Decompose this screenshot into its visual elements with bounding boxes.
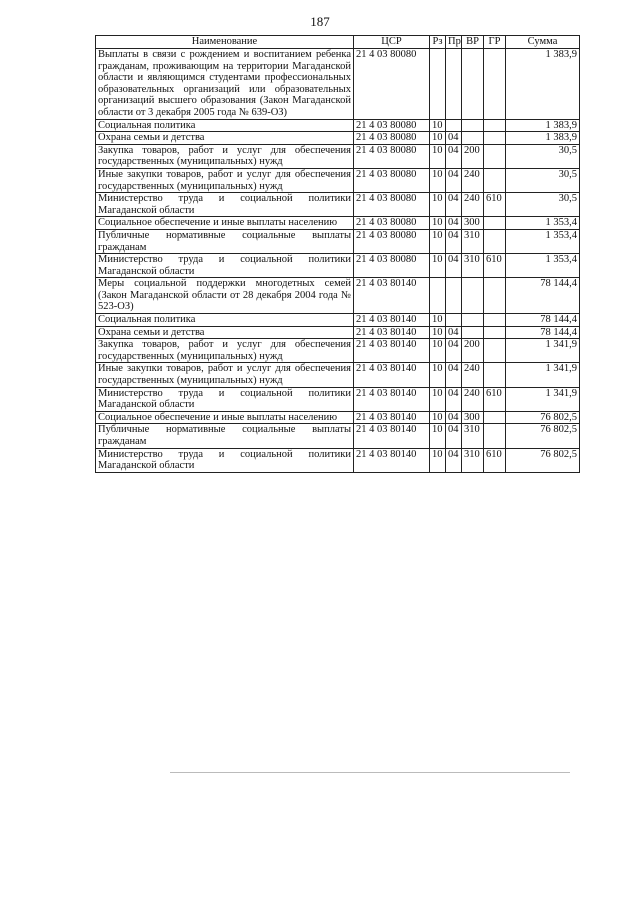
cell-rz: 10 [430,193,446,217]
cell-name: Закупка товаров, работ и услуг для обеспечения государственных (муниципальных) нужд [96,144,354,168]
cell-pr: 04 [446,144,462,168]
header-rz: Рз [430,36,446,49]
cell-gr: 610 [484,193,506,217]
cell-gr [484,326,506,339]
cell-vr [462,119,484,132]
cell-vr: 200 [462,339,484,363]
table-row [96,229,580,253]
cell-csr: 21 4 03 80140 [354,363,430,387]
cell-name: Закупка товаров, работ и услуг для обеспечения государственных (муниципальных) нужд [96,339,354,363]
cell-vr: 240 [462,193,484,217]
table-row [96,339,580,363]
cell-sum: 1 341,9 [506,363,580,387]
cell-rz: 10 [430,132,446,145]
cell-pr: 04 [446,132,462,145]
cell-sum: 30,5 [506,168,580,192]
cell-pr [446,119,462,132]
cell-gr: 610 [484,448,506,472]
scan-mark [170,772,570,773]
cell-rz: 10 [430,119,446,132]
cell-sum: 78 144,4 [506,314,580,327]
table-row [96,278,580,314]
cell-name: Охрана семьи и детства [96,132,354,145]
cell-sum: 30,5 [506,193,580,217]
table-row [96,132,580,145]
cell-rz: 10 [430,387,446,411]
cell-sum: 1 383,9 [506,132,580,145]
cell-csr: 21 4 03 80140 [354,424,430,448]
cell-name: Меры социальной поддержки многодетных семей (Закон Магаданской области от 28 декабря 2004 года № 523-ОЗ) [96,278,354,314]
cell-sum: 1 341,9 [506,387,580,411]
cell-rz: 10 [430,217,446,230]
cell-gr: 610 [484,387,506,411]
cell-pr [446,314,462,327]
cell-rz: 10 [430,314,446,327]
cell-gr [484,132,506,145]
cell-name: Социальное обеспечение и иные выплаты населению [96,217,354,230]
cell-csr: 21 4 03 80080 [354,49,430,120]
header-gr: ГР [484,36,506,49]
cell-gr [484,144,506,168]
cell-rz [430,49,446,120]
cell-pr: 04 [446,411,462,424]
cell-csr: 21 4 03 80080 [354,119,430,132]
cell-sum: 76 802,5 [506,448,580,472]
table-row [96,217,580,230]
cell-csr: 21 4 03 80140 [354,326,430,339]
cell-vr: 310 [462,424,484,448]
cell-pr: 04 [446,363,462,387]
cell-csr: 21 4 03 80080 [354,132,430,145]
cell-sum: 76 802,5 [506,411,580,424]
cell-name: Публичные нормативные социальные выплаты гражданам [96,424,354,448]
cell-csr: 21 4 03 80080 [354,144,430,168]
cell-gr [484,363,506,387]
cell-name: Иные закупки товаров, работ и услуг для обеспечения государственных (муниципальных) нужд [96,363,354,387]
cell-csr: 21 4 03 80080 [354,168,430,192]
table-row [96,168,580,192]
header-csr: ЦСР [354,36,430,49]
cell-name: Министерство труда и социальной политики Магаданской области [96,193,354,217]
cell-csr: 21 4 03 80080 [354,229,430,253]
cell-vr: 310 [462,448,484,472]
cell-rz: 10 [430,424,446,448]
budget-table [95,35,580,473]
table-row [96,363,580,387]
table-row [96,424,580,448]
cell-rz: 10 [430,339,446,363]
cell-name: Социальная политика [96,314,354,327]
cell-csr: 21 4 03 80140 [354,387,430,411]
table-row [96,119,580,132]
cell-csr: 21 4 03 80140 [354,314,430,327]
cell-sum: 1 341,9 [506,339,580,363]
cell-vr: 310 [462,254,484,278]
cell-vr [462,132,484,145]
cell-vr [462,314,484,327]
cell-gr [484,217,506,230]
cell-rz: 10 [430,411,446,424]
cell-gr [484,49,506,120]
cell-vr: 240 [462,168,484,192]
header-pr: Пр [446,36,462,49]
cell-name: Иные закупки товаров, работ и услуг для обеспечения государственных (муниципальных) нужд [96,168,354,192]
cell-pr: 04 [446,448,462,472]
header-name: Наименование [96,36,354,49]
cell-pr: 04 [446,387,462,411]
cell-vr [462,278,484,314]
cell-gr [484,229,506,253]
cell-rz [430,278,446,314]
cell-vr: 240 [462,387,484,411]
table-row [96,411,580,424]
cell-pr: 04 [446,424,462,448]
cell-pr: 04 [446,193,462,217]
cell-gr [484,424,506,448]
cell-sum: 78 144,4 [506,278,580,314]
header-vr: ВР [462,36,484,49]
cell-csr: 21 4 03 80140 [354,278,430,314]
cell-vr [462,326,484,339]
cell-pr: 04 [446,217,462,230]
table-header-row [96,36,580,49]
cell-csr: 21 4 03 80140 [354,448,430,472]
cell-name: Социальная политика [96,119,354,132]
cell-pr: 04 [446,339,462,363]
table-row [96,254,580,278]
cell-gr [484,168,506,192]
cell-sum: 76 802,5 [506,424,580,448]
cell-sum: 1 383,9 [506,119,580,132]
cell-csr: 21 4 03 80140 [354,339,430,363]
cell-name: Охрана семьи и детства [96,326,354,339]
cell-gr [484,314,506,327]
cell-csr: 21 4 03 80140 [354,411,430,424]
cell-pr [446,278,462,314]
cell-sum: 1 353,4 [506,254,580,278]
cell-sum: 78 144,4 [506,326,580,339]
cell-csr: 21 4 03 80080 [354,217,430,230]
table-row [96,387,580,411]
cell-sum: 1 383,9 [506,49,580,120]
cell-vr: 300 [462,411,484,424]
cell-gr [484,339,506,363]
cell-gr [484,278,506,314]
table-row [96,314,580,327]
cell-rz: 10 [430,363,446,387]
table-body [96,49,580,473]
table-row [96,144,580,168]
header-sum: Сумма [506,36,580,49]
cell-vr: 310 [462,229,484,253]
cell-pr: 04 [446,254,462,278]
cell-csr: 21 4 03 80080 [354,254,430,278]
cell-gr: 610 [484,254,506,278]
cell-vr: 300 [462,217,484,230]
cell-rz: 10 [430,168,446,192]
cell-sum: 1 353,4 [506,217,580,230]
cell-gr [484,119,506,132]
cell-pr: 04 [446,326,462,339]
cell-rz: 10 [430,326,446,339]
cell-vr [462,49,484,120]
cell-pr: 04 [446,168,462,192]
cell-gr [484,411,506,424]
cell-csr: 21 4 03 80080 [354,193,430,217]
cell-rz: 10 [430,229,446,253]
cell-sum: 1 353,4 [506,229,580,253]
cell-pr: 04 [446,229,462,253]
cell-sum: 30,5 [506,144,580,168]
cell-name: Выплаты в связи с рождением и воспитанием ребенка гражданам, проживающим на территории Магаданской области и являющимся студентами профессиональных образовательных организаций или образовательных организаций высшего образования (Закон Магаданской области от 3 декабря 2005 года № 639-ОЗ) [96,49,354,120]
table-row [96,193,580,217]
cell-name: Министерство труда и социальной политики Магаданской области [96,387,354,411]
table-row [96,49,580,120]
cell-name: Социальное обеспечение и иные выплаты населению [96,411,354,424]
cell-rz: 10 [430,144,446,168]
cell-vr: 200 [462,144,484,168]
cell-rz: 10 [430,254,446,278]
cell-name: Публичные нормативные социальные выплаты гражданам [96,229,354,253]
cell-rz: 10 [430,448,446,472]
cell-name: Министерство труда и социальной политики Магаданской области [96,448,354,472]
page-number: 187 [310,14,330,29]
cell-pr [446,49,462,120]
table-row [96,326,580,339]
table-row [96,448,580,472]
cell-vr: 240 [462,363,484,387]
cell-name: Министерство труда и социальной политики Магаданской области [96,254,354,278]
